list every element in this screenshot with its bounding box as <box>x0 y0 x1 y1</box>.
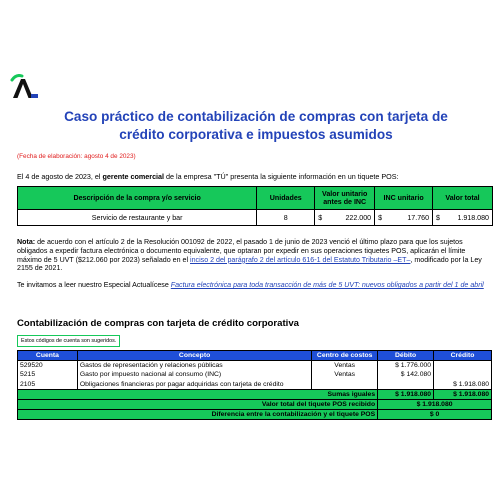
ticket-total-label: Valor total del tiquete POS recibido <box>18 399 378 409</box>
table-row <box>18 370 492 380</box>
cell-cost-center: Ventas <box>312 361 378 371</box>
sum-credit: $ 1.918.080 <box>434 389 492 399</box>
header-cost-center: Centro de costos <box>312 351 378 361</box>
ticket-table <box>17 186 493 226</box>
difference-label: Diferencia entre la contabilización y el tiquete POS <box>18 409 378 419</box>
cell-credit <box>434 361 492 371</box>
cell-cost-center: Ventas <box>312 370 378 380</box>
sum-row <box>18 389 492 399</box>
table-row <box>18 210 493 226</box>
cell-credit: $ 1.918.080 <box>434 380 492 390</box>
cell-concept: Gasto por impuesto nacional al consumo (INC) <box>77 370 311 380</box>
accounting-table <box>17 350 492 420</box>
cell-total: $ 1.918.080 <box>433 210 493 226</box>
ticket-total-value: $ 1.918.080 <box>378 399 492 409</box>
cell-inc: $ 17.760 <box>375 210 433 226</box>
cell-unit-value: $ 222.000 <box>315 210 375 226</box>
cell-units: 8 <box>257 210 315 226</box>
suggested-codes-note: Estos códigos de cuenta son sugeridos. <box>17 335 120 347</box>
table-row <box>18 361 492 371</box>
header-debit: Débito <box>378 351 434 361</box>
header-description: Descripción de la compra y/o servicio <box>18 187 257 210</box>
header-credit: Crédito <box>434 351 492 361</box>
cell-debit: $ 142.080 <box>378 370 434 380</box>
note-paragraph: Nota: de acuerdo con el artículo 2 de la Resolución 001092 de 2022, el pasado 1 de junio de 2023 venció el último plazo para que los sujetos obligados a expedir factura electrónica o documento equivalente, que optaran por expedir en sus operaciones tiquetes POS, aplicarán el límite máximo de 5 UVT ($212.060 por 2023) señalado en el inciso 2 del parágrafo 2 del artículo 616-1 del Estatuto Tributario –ET–, modificado por la Ley 2155 de 2021. <box>17 238 482 273</box>
cell-credit <box>434 370 492 380</box>
cell-description: Servicio de restaurante y bar <box>18 210 257 226</box>
date-note: (Fecha de elaboración: agosto 4 de 2023) <box>17 153 136 160</box>
header-unit-value: Valor unitario antes de INC <box>315 187 375 210</box>
invite-paragraph: Te invitamos a leer nuestro Especial Actualícese Factura electrónica para toda transacción de más de 5 UVT: nuevos obligados a partir del 1 de abril <box>17 281 484 289</box>
et-article-link[interactable]: inciso 2 del parágrafo 2 del artículo 616-1 del Estatuto Tributario –ET– <box>190 255 411 264</box>
header-account: Cuenta <box>18 351 78 361</box>
cell-cost-center <box>312 380 378 390</box>
header-concept: Concepto <box>77 351 311 361</box>
ticket-total-row <box>18 399 492 409</box>
sum-debit: $ 1.918.080 <box>378 389 434 399</box>
table-row <box>18 380 492 390</box>
header-units: Unidades <box>257 187 315 210</box>
intro-paragraph: El 4 de agosto de 2023, el gerente comercial de la empresa "TÚ" presenta la siguiente información en un tiquete POS: <box>17 172 399 181</box>
page-title: Caso práctico de contabilización de compras con tarjeta de crédito corporativa e impuestos asumidos <box>64 109 448 142</box>
cell-debit <box>378 380 434 390</box>
difference-value: $ 0 <box>378 409 492 419</box>
header-total: Valor total <box>433 187 493 210</box>
cell-debit: $ 1.776.000 <box>378 361 434 371</box>
cell-account: 529520 <box>18 361 78 371</box>
special-article-link[interactable]: Factura electrónica para toda transacción de más de 5 UVT: nuevos obligados a partir del 1 de abril <box>170 281 484 289</box>
cell-concept: Obligaciones financieras por pagar adquiridas con tarjeta de crédito <box>77 380 311 390</box>
actualicese-logo-icon <box>10 74 40 100</box>
cell-account: 5215 <box>18 370 78 380</box>
section-title: Contabilización de compras con tarjeta de crédito corporativa <box>17 318 300 329</box>
difference-row <box>18 409 492 419</box>
sum-label: Sumas iguales <box>18 389 378 399</box>
cell-concept: Gastos de representación y relaciones públicas <box>77 361 311 371</box>
header-inc: INC unitario <box>375 187 433 210</box>
cell-account: 2105 <box>18 380 78 390</box>
